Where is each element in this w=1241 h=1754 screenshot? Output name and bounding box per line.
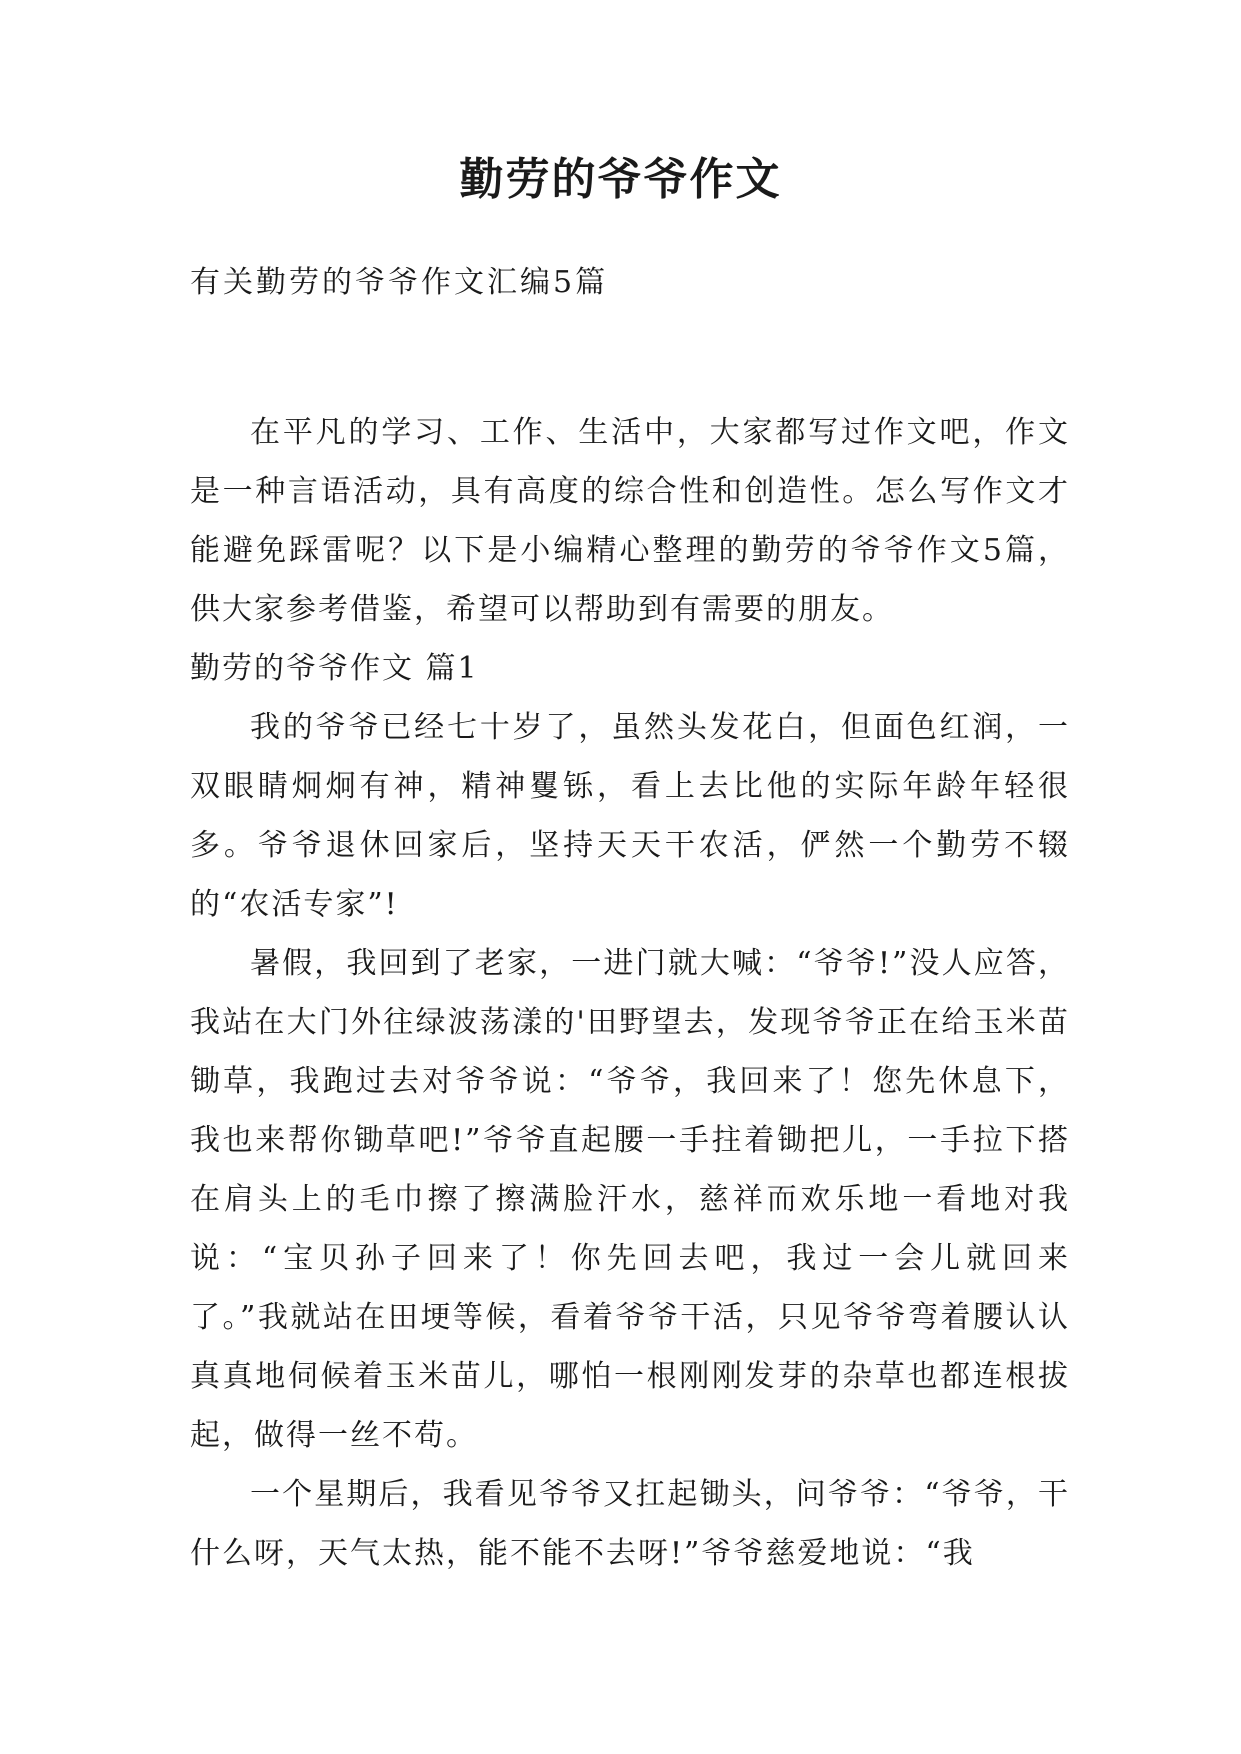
body-paragraph: 一个星期后，我看见爷爷又扛起锄头，问爷爷：“爷爷，干什么呀，天气太热，能不能不去呀!”爷爷慈爱地说：“我: [190, 1477, 1070, 1571]
body-paragraph: 暑假，我回到了老家，一进门就大喊：“爷爷!”没人应答，我站在大门外往绿波荡漾的'田野望去，发现爷爷正在给玉米苗锄草，我跑过去对爷爷说：“爷爷，我回来了！您先休息下，我也来帮你锄草吧!”爷爷直起腰一手拄着锄把儿，一手拉下搭在肩头上的毛巾擦了擦满脸汗水，慈祥而欢乐地一看地对我说：“宝贝孙子回来了！你先回去吧，我过一会儿就回来了。”我就站在田埂等候，看着爷爷干活，只见爷爷弯着腰认认真真地伺候着玉米苗儿，哪怕一根刚刚发芽的杂草也都连根拔起，做得一丝不苟。: [190, 946, 1070, 1453]
document-body: [190, 403, 1070, 1583]
intro-paragraph: 在平凡的学习、工作、生活中，大家都写过作文吧，作文是一种言语活动，具有高度的综合性和创造性。怎么写作文才能避免踩雷呢？以下是小编精心整理的勤劳的爷爷作文5篇，供大家参考借鉴，希望可以帮助到有需要的朋友。: [190, 415, 1070, 627]
section-heading: 勤劳的爷爷作文 篇1: [190, 651, 479, 686]
document-title: 勤劳的爷爷作文: [459, 154, 782, 205]
body-paragraph: 我的爷爷已经七十岁了，虽然头发花白，但面色红润，一双眼睛炯炯有神，精神矍铄，看上去比他的实际年龄年轻很多。爷爷退休回家后，坚持天天干农活，俨然一个勤劳不辍的“农活专家”!: [190, 710, 1070, 922]
document-subtitle: 有关勤劳的爷爷作文汇编5篇: [190, 265, 609, 300]
